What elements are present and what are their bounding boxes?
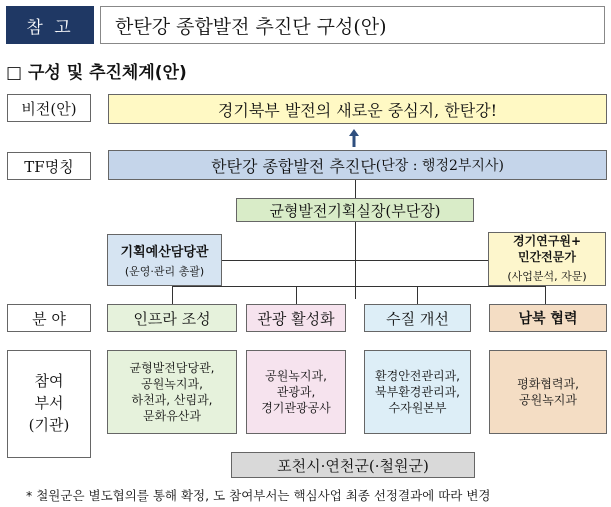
dept-inter-korean: 평화협력과, 공원녹지과 [489,350,607,434]
connector [545,286,546,304]
row-label-tf: TF명칭 [7,152,91,180]
row-label-field: 분 야 [7,304,91,332]
footnote: * 철원군은 별도협의를 통해 확정, 도 참여부서는 핵심사업 최종 선정결과에 따라 변경 [26,488,491,503]
row-label-vision: 비전(안) [7,94,91,122]
connector [172,286,173,304]
section-title: □ 구성 및 추진체계(안) [6,63,187,83]
row-label-dept: 참여 부서 (기관) [7,350,91,458]
connector [355,180,356,198]
connector [296,286,297,304]
research-expert-box [488,232,606,286]
connector [172,286,545,287]
vision-box: 경기북부 발전의 새로운 중심지, 한탄강! [108,94,607,124]
dept-water-quality: 환경안전관리과, 북부환경관리과, 수자원본부 [364,350,471,434]
page-title: 한탄강 종합발전 추진단 구성(안) [100,6,605,44]
field-infrastructure: 인프라 조성 [107,304,237,332]
local-gov-bar: 포천시·연천군(·철원군) [231,452,475,478]
research-expert-sub: (사업분석, 자문) [507,269,587,283]
arrow-up-icon [348,128,360,148]
tf-name-box [108,150,607,180]
field-water-quality: 수질 개선 [364,304,471,332]
deputy-box: 균형발전기획실장(부단장) [236,198,474,222]
planning-budget-title: 기획예산담당관 [120,245,209,260]
tf-lead: (단장 : 행정2부지사) [375,158,504,174]
planning-budget-box [107,234,222,286]
field-tourism: 관광 활성화 [246,304,346,332]
tf-name: 한탄강 종합발전 추진단 [211,156,376,176]
dept-infrastructure: 균형발전담당관, 공원녹지과, 하천과, 산림과, 문화유산과 [107,350,237,434]
dept-tourism: 공원녹지과, 관광과, 경기관광공사 [246,350,346,434]
field-inter-korean: 남북 협력 [489,304,607,332]
reference-badge: 참 고 [6,6,94,44]
connector [222,260,488,261]
connector [417,286,418,304]
planning-budget-sub: (운영·관리 총괄) [124,265,205,278]
research-expert-title: 경기연구원+ 민간전문가 [512,234,581,264]
